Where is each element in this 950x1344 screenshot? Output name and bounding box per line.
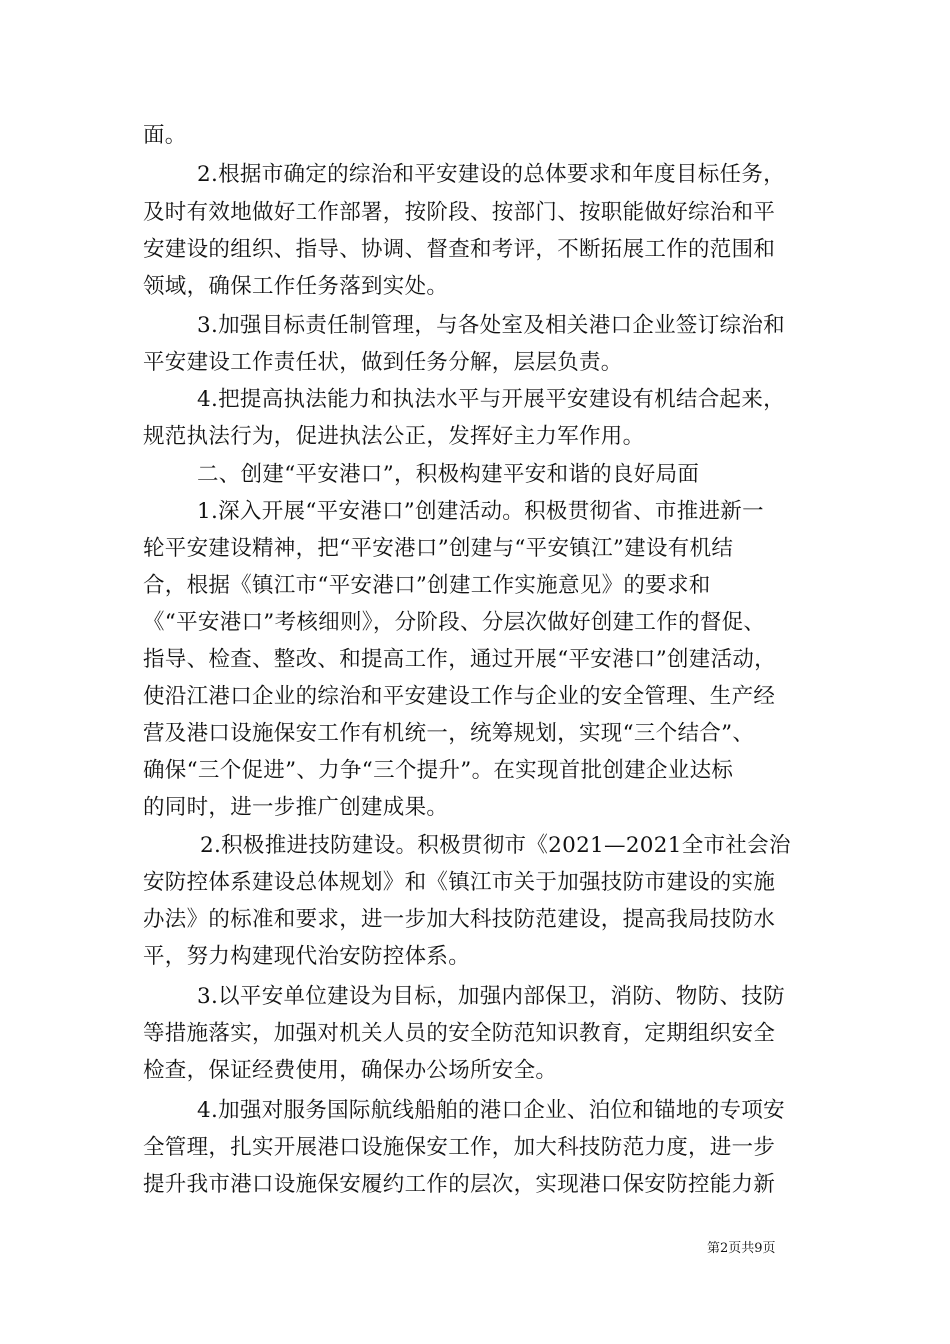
paragraph-line: 安建设的组织、指导、协调、督查和考评，不断拓展工作的范围和 <box>143 237 776 262</box>
paragraph-line: 办法》的标准和要求，进一步加大科技防范建设，提高我局技防水 <box>143 907 776 932</box>
paragraph-line: 规范执法行为，促进执法公正，发挥好主力军作用。 <box>143 424 645 449</box>
paragraph-line: 合，根据《镇江市“平安港口”创建工作实施意见》的要求和 <box>143 573 711 598</box>
paragraph-line: 提升我市港口设施保安履约工作的层次，实现港口保安防控能力新 <box>143 1172 776 1197</box>
paragraph-line: 《“平安港口”考核细则》，分阶段、分层次做好创建工作的督促、 <box>143 610 766 635</box>
paragraph-line: 使沿江港口企业的综治和平安建设工作与企业的安全管理、生产经 <box>143 684 776 709</box>
paragraph-line: 轮平安建设精神，把“平安港口”创建与“平安镇江”建设有机结 <box>143 536 734 561</box>
paragraph-line: 检查，保证经费使用，确保办公场所安全。 <box>143 1058 558 1083</box>
paragraph-line: 领域，确保工作任务落到实处。 <box>143 274 449 299</box>
paragraph-line: 安防控体系建设总体规划》和《镇江市关于加强技防市建设的实施 <box>143 870 776 895</box>
paragraph-line: 面。 <box>143 123 187 148</box>
paragraph-line: 全管理，扎实开展港口设施保安工作，加大科技防范力度，进一步 <box>143 1135 776 1160</box>
paragraph-line: 4.把提高执法能力和执法水平与开展平安建设有机结合起来， <box>197 387 785 412</box>
paragraph-line: 3.加强目标责任制管理，与各处室及相关港口企业签订综治和 <box>197 313 785 338</box>
paragraph-line: 指导、检查、整改、和提高工作，通过开展“平安港口”创建活动， <box>143 647 776 672</box>
paragraph-line: 的同时，进一步推广创建成果。 <box>143 795 449 820</box>
paragraph-line: 及时有效地做好工作部署，按阶段、按部门、按职能做好综治和平 <box>143 200 776 225</box>
paragraph-line: 2.积极推进技防建设。积极贯彻市《2021—2021全市社会治 <box>200 833 791 858</box>
paragraph-line: 等措施落实，加强对机关人员的安全防范知识教育，定期组织安全 <box>143 1021 776 1046</box>
paragraph-line: 平安建设工作责任状，做到任务分解，层层负责。 <box>143 350 623 375</box>
paragraph-line: 确保“三个促进”、力争“三个提升”。在实现首批创建企业达标 <box>143 758 734 783</box>
paragraph-line: 4.加强对服务国际航线船舶的港口企业、泊位和锚地的专项安 <box>197 1098 785 1123</box>
paragraph-line: 营及港口设施保安工作有机统一，统筹规划，实现“三个结合”、 <box>143 721 755 746</box>
paragraph-line: 3.以平安单位建设为目标，加强内部保卫，消防、物防、技防 <box>197 984 785 1009</box>
paragraph-line: 2.根据市确定的综治和平安建设的总体要求和年度目标任务， <box>197 162 785 187</box>
paragraph-line: 平，努力构建现代治安防控体系。 <box>143 944 471 969</box>
section-heading: 二、创建“平安港口”，积极构建平安和谐的良好局面 <box>197 462 700 487</box>
page-number-footer: 第2页共9页 <box>707 1241 776 1256</box>
paragraph-line: 1.深入开展“平安港口”创建活动。积极贯彻省、市推进新一 <box>197 499 764 524</box>
